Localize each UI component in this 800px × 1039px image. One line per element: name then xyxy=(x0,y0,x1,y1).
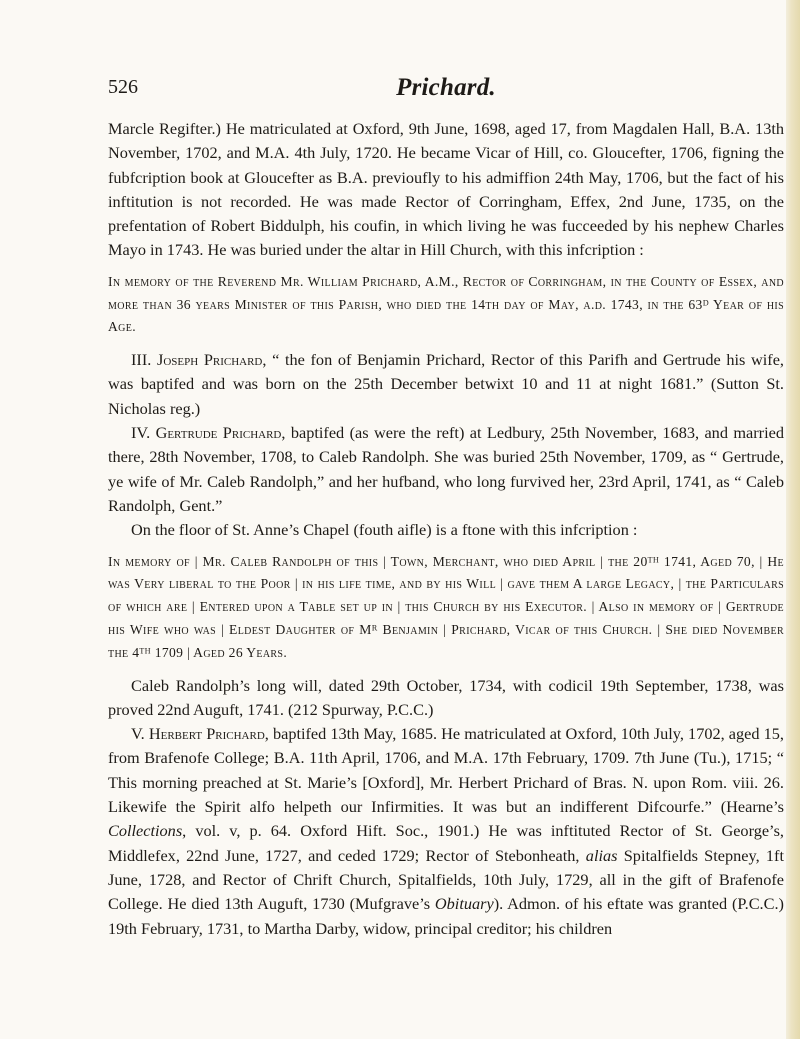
entry-text: ). Admon. of his eftate was granted (P.C.C.) 19th February, 1731, to Martha Darby, widow, principal creditor; his children xyxy=(108,894,784,938)
page-title: Prichard. xyxy=(396,74,496,101)
entry-text: baptifed (as were the reft) at Ledbury, 25th November, 1683, and married there, 28th November, 1708, to Caleb Randolph. She was buried 25th November, 1709, as “ Gertrude, ye wife of Mr. Caleb Randolph,” and her hufband, who long furvived her, 23rd April, 1741, as “ Caleb Randolph, Gent.” xyxy=(108,423,784,515)
running-head xyxy=(108,74,784,110)
italic-title: Collections xyxy=(108,821,183,841)
entry-numeral: IV. xyxy=(131,423,151,443)
page-number: 526 xyxy=(108,76,138,98)
book-page xyxy=(108,74,784,941)
entry-name: Gertrude Prichard, xyxy=(155,423,286,443)
paragraph-stone: On the floor of St. Anne’s Chapel (fouth aifle) is a ftone with this infcription : xyxy=(131,520,638,540)
paragraph-herbert xyxy=(108,722,784,941)
inscription-caleb: In memory of | Mr. Caleb Randolph of this | Town, Merchant, who died April | the 20ᵀᴴ 1741, Aged 70, | He was Very liberal to the Poor | in his life time, and by his Will | gave them A large Legacy, | the Particulars of which are | Entered upon a Table set up in | this Church by his Executor. | Also in memory of | Gertrude his Wife who was | Eldest Daughter of Mᴿ Benjamin | Prichard, Vicar of this Church. | She died November the 4ᵀᴴ 1709 | Aged 26 Years. xyxy=(108,553,784,660)
entry-text: Spitalfields Stepney, 1ft June, 1728, and Rector of Chrift Church, Spitalfields, 10th July, 1729, all in the gift of Brafenofe College. He died 13th Auguft, 1730 (Mufgrave’s xyxy=(108,845,785,914)
paragraph-joseph xyxy=(108,348,784,421)
entry-numeral: V. xyxy=(131,724,145,744)
entry-text: “ the fon of Benjamin Prichard, Rector of this Parifh and Gertrude his wife, was baptifed and was born on the 25th December betwixt 10 and 11 at night 1681.” (Sutton St. Nicholas reg.) xyxy=(108,350,785,418)
italic-word: alias xyxy=(585,845,618,865)
paragraph-gertrude xyxy=(108,421,784,518)
paragraph-will: Caleb Randolph’s long will, dated 29th October, 1734, with codicil 19th September, 1738, was proved 22nd Auguft, 1741. (212 Spurway, P.C.C.) xyxy=(108,675,784,719)
entry-text: , vol. v, p. 64. Oxford Hift. Soc., 1901.) He was inftituted Rector of St. George’s, Middlefex, 22nd June, 1727, and ceded 1729; Rector of Stebonheath, xyxy=(108,821,784,865)
paragraph-william-continued: Marcle Regifter.) He matriculated at Oxford, 9th June, 1698, aged 17, from Magdalen Hall, B.A. 13th November, 1702, and M.A. 4th July, 1720. He became Vicar of Hill, co. Gloucefter, 1706, figning the fubfcription book at Gloucefter as B.A. previoufly to his admiffion 24th May, 1706, but the fact of his inftitution is not recorded. He was made Rector of Corringham, Effex, 2nd June, 1735, on the prefentation of Robert Biddulph, his coufin, in which living he was fucceeded by his nephew Charles Mayo in 1743. He was buried under the altar in Hill Church, with this infcription : xyxy=(108,119,784,260)
inscription-william: In memory of the Reverend Mr. William Prichard, A.M., Rector of Corringham, in the County of Essex, and more than 36 years Minister of this Parish, who died the 14th day of May, a.d. 1743, in the 63ᴰ Year of his Age. xyxy=(108,273,784,335)
body-text xyxy=(108,117,784,941)
italic-title: Obituary xyxy=(434,894,494,914)
entry-numeral: III. xyxy=(131,350,152,370)
entry-name: Joseph Prichard, xyxy=(157,350,267,370)
entry-text: baptifed 13th May, 1685. He matriculated at Oxford, 10th July, 1702, aged 15, from Brafenofe College; B.A. 11th April, 1706, and M.A. 17th February, 1709. 7th June (Tu.), 1715; “ This morning preached at St. Marie’s [Oxford], Mr. Herbert Prichard of Bras. N. upon Rom. viii. 26. Likewife the Spirit alfo helpeth our Infirmities. It was but an indifferent Difcourfe.” (Hearne’s xyxy=(108,724,784,817)
entry-name: Herbert Prichard, xyxy=(148,724,269,744)
page-edge xyxy=(786,0,800,1039)
